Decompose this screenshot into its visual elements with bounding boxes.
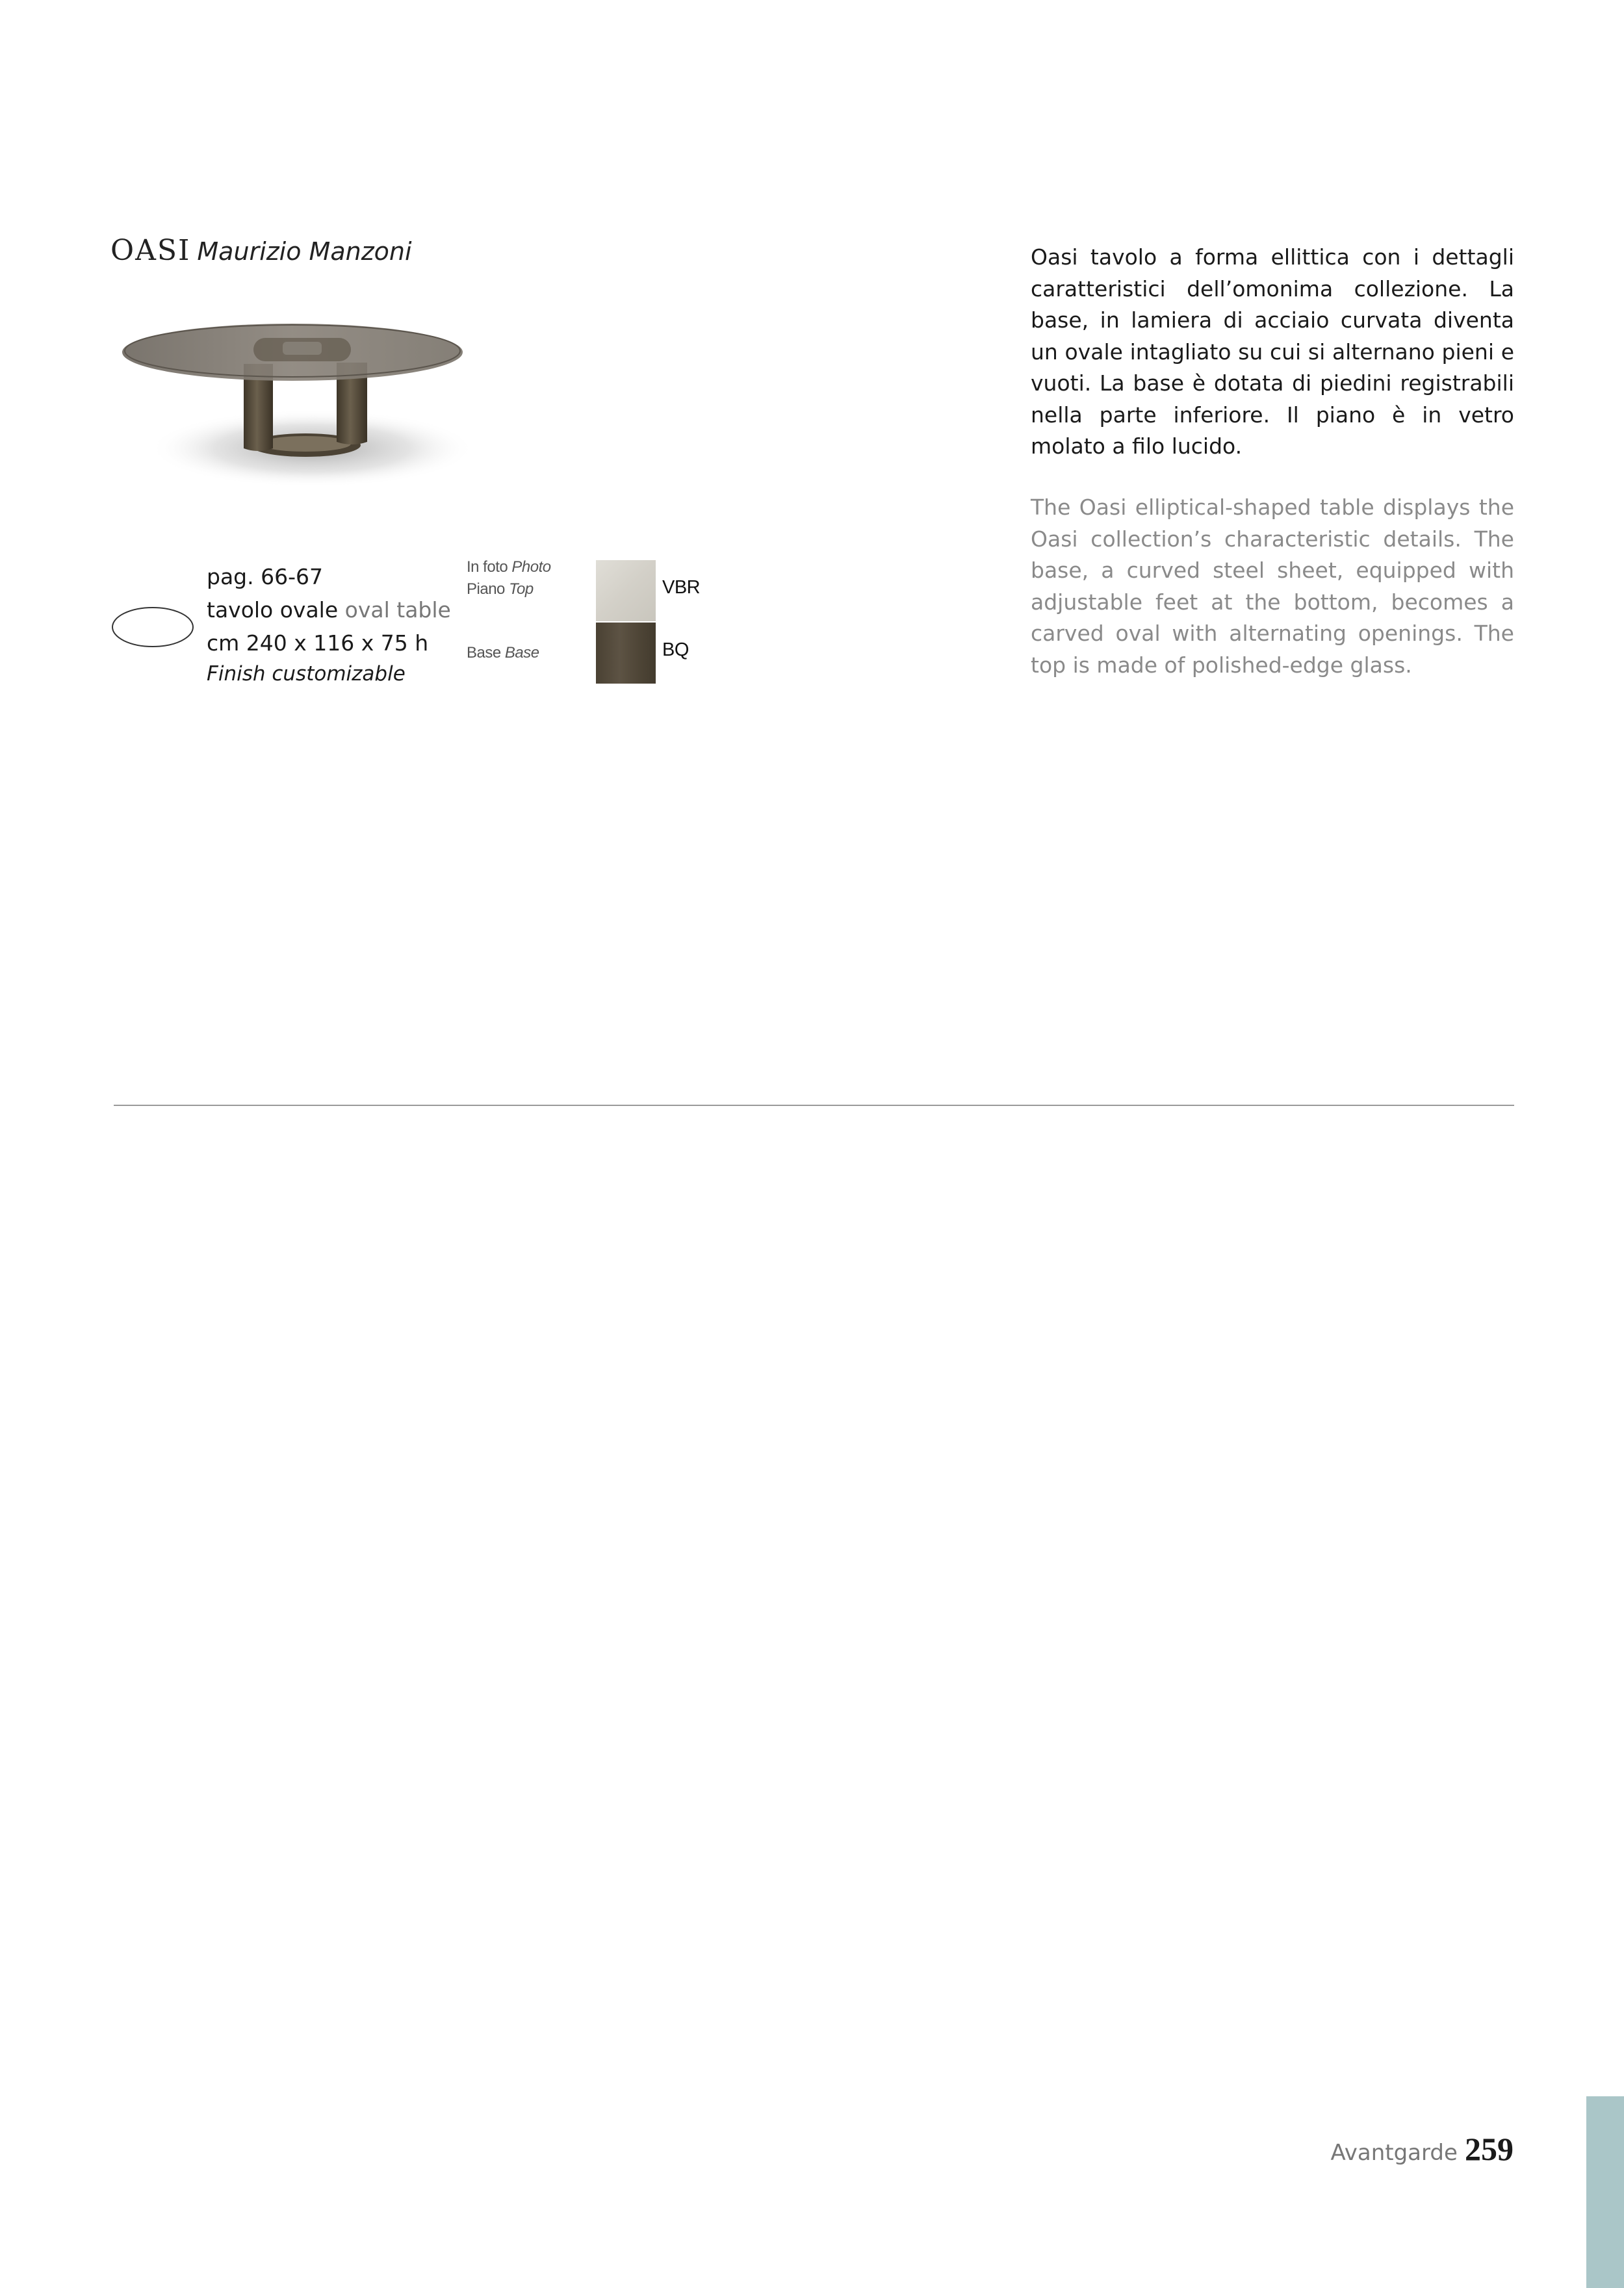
page-footer bbox=[1331, 2130, 1514, 2168]
photo-label: In foto Photo bbox=[467, 558, 551, 576]
type-italian: tavolo ovale bbox=[207, 597, 339, 623]
oval-shape-icon bbox=[110, 604, 195, 650]
product-title bbox=[110, 234, 412, 267]
description-english: The Oasi elliptical-shaped table displays the Oasi collection’s characteristic details. The base, a curved steel sheet, equipped with adjustable feet at the bottom, becomes a carved oval with alternating openings. The top is made of polished-edge glass. bbox=[1031, 495, 1514, 678]
top-finish-code: VBR bbox=[662, 577, 701, 598]
description-italian: Oasi tavolo a forma ellittica con i dettagli caratteristici dell’omonima collezione. La base, in lamiera di acciaio curvata diventa un ovale intagliato su cui si alternano pieni e vuoti. La base è dotata di piedini registrabili nella parte inferiore. Il piano è in vetro molato a filo lucido. bbox=[1031, 244, 1514, 459]
product-type bbox=[207, 593, 451, 626]
product-info bbox=[207, 560, 451, 688]
finish-note: Finish customizable bbox=[207, 662, 406, 686]
page-number: 259 bbox=[1465, 2131, 1514, 2167]
designer-name: Maurizio Manzoni bbox=[197, 237, 412, 266]
top-finish-swatch bbox=[596, 560, 656, 621]
product-name: OASI bbox=[110, 234, 191, 267]
section-tab bbox=[1586, 2096, 1624, 2288]
base-finish-swatch bbox=[596, 623, 656, 684]
section-name: Avantgarde bbox=[1330, 2140, 1458, 2166]
base-label: Base Base bbox=[467, 644, 539, 662]
top-label: Piano Top bbox=[467, 580, 534, 598]
section-divider bbox=[114, 1105, 1514, 1106]
type-english: oval table bbox=[344, 597, 451, 623]
page-reference: pag. 66-67 bbox=[207, 564, 323, 589]
dimensions: cm 240 x 116 x 75 h bbox=[207, 630, 429, 656]
product-image bbox=[117, 312, 481, 500]
base-finish-code: BQ bbox=[662, 639, 689, 660]
